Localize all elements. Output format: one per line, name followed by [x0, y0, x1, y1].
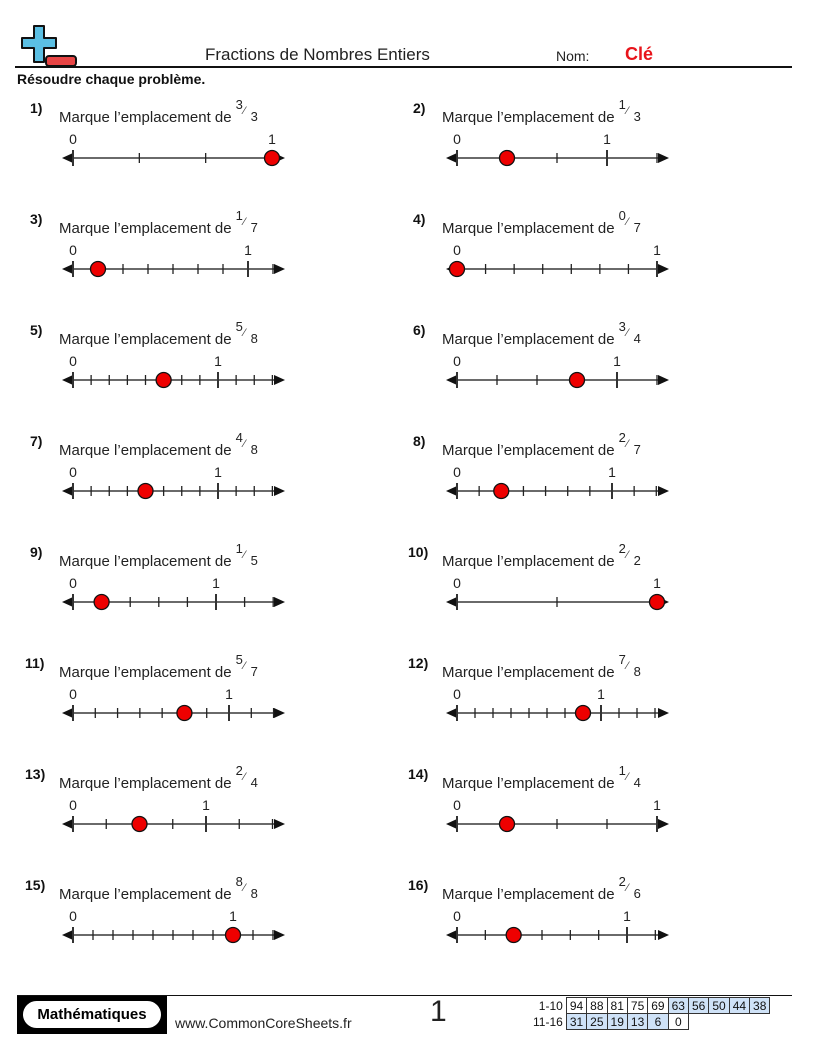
- label-zero: 0: [453, 797, 461, 813]
- instructions: Résoudre chaque problème.: [17, 71, 206, 87]
- fraction-denominator: 7: [633, 442, 641, 457]
- label-one: 1: [623, 908, 631, 924]
- prompt-text: Marque l’emplacement de: [442, 664, 615, 681]
- fraction-denominator: 7: [250, 664, 258, 679]
- arrow-right-icon: [274, 819, 285, 829]
- prompt-text: Marque l’emplacement de: [59, 109, 232, 126]
- arrow-left-icon: [62, 486, 73, 496]
- arrow-left-icon: [62, 375, 73, 385]
- problem-11: [25, 652, 410, 745]
- problem-number: 1): [30, 100, 43, 116]
- score-cell: 6: [648, 1014, 668, 1030]
- prompt-text: Marque l’emplacement de: [442, 886, 615, 903]
- score-table: [530, 997, 770, 1030]
- label-zero: 0: [69, 353, 77, 369]
- score-row-label: 1-10: [538, 998, 563, 1013]
- problem-number: 14): [408, 766, 429, 782]
- arrow-left-icon: [446, 930, 457, 940]
- answer-dot: [576, 706, 591, 721]
- number-line[interactable]: [413, 433, 673, 513]
- answer-dot: [265, 151, 280, 166]
- prompt-text: Marque l’emplacement de: [59, 886, 232, 903]
- answer-dot: [226, 928, 241, 943]
- fraction-numerator: 5: [235, 319, 243, 334]
- fraction-slash: ⁄: [243, 438, 246, 450]
- name-label: Nom:: [556, 48, 590, 64]
- score-cell: 38: [750, 998, 770, 1014]
- problem-number: 6): [413, 322, 426, 338]
- name-value: Clé: [625, 44, 654, 64]
- label-zero: 0: [69, 797, 77, 813]
- fraction-slash: ⁄: [626, 882, 629, 894]
- fraction-numerator: 4: [235, 430, 243, 445]
- fraction-numerator: 2: [618, 541, 626, 556]
- arrow-right-icon: [274, 930, 285, 940]
- fraction-denominator: 7: [633, 220, 641, 235]
- arrow-left-icon: [446, 819, 457, 829]
- score-row: [530, 998, 770, 1014]
- arrow-right-icon: [274, 597, 285, 607]
- fraction-slash: ⁄: [626, 438, 629, 450]
- fraction-numerator: 3: [618, 319, 626, 334]
- problem-12: [408, 652, 793, 745]
- number-line[interactable]: [413, 877, 673, 957]
- fraction-numerator: 2: [618, 430, 626, 445]
- number-line[interactable]: [413, 655, 673, 735]
- label-one: 1: [613, 353, 621, 369]
- site-link[interactable]: www.CommonCoreSheets.fr: [175, 1015, 352, 1031]
- problem-14: [408, 763, 793, 856]
- score-cell: 63: [668, 998, 688, 1014]
- label-one: 1: [653, 797, 661, 813]
- number-line[interactable]: [30, 544, 290, 624]
- arrow-left-icon: [446, 375, 457, 385]
- arrow-right-icon: [658, 153, 669, 163]
- problem-number: 12): [408, 655, 429, 671]
- answer-dot: [91, 262, 106, 277]
- label-one: 1: [214, 464, 222, 480]
- fraction-denominator: 3: [633, 109, 641, 124]
- label-zero: 0: [453, 242, 461, 258]
- fraction-denominator: 4: [250, 775, 258, 790]
- number-line[interactable]: [413, 322, 673, 402]
- prompt-text: Marque l’emplacement de: [442, 553, 615, 570]
- problem-9: [30, 541, 410, 634]
- number-line[interactable]: [413, 100, 673, 180]
- fraction-denominator: 4: [633, 331, 641, 346]
- label-one: 1: [212, 575, 220, 591]
- problem-number: 4): [413, 211, 426, 227]
- problem-number: 8): [413, 433, 426, 449]
- label-zero: 0: [69, 464, 77, 480]
- label-zero: 0: [453, 908, 461, 924]
- score-cell: 13: [627, 1014, 647, 1030]
- number-line[interactable]: [30, 655, 290, 735]
- prompt-text: Marque l’emplacement de: [442, 331, 615, 348]
- arrow-right-icon: [658, 486, 669, 496]
- problem-16: [408, 874, 793, 967]
- fraction-numerator: 0: [618, 208, 626, 223]
- problem-number: 16): [408, 877, 429, 893]
- fraction-denominator: 6: [633, 886, 641, 901]
- problem-number: 2): [413, 100, 426, 116]
- fraction-denominator: 5: [250, 553, 258, 568]
- label-one: 1: [653, 575, 661, 591]
- problem-number: 7): [30, 433, 43, 449]
- fraction-slash: ⁄: [626, 771, 629, 783]
- problem-4: [413, 208, 793, 301]
- score-row-label: 11-16: [533, 1014, 563, 1029]
- score-cell: 69: [648, 998, 668, 1014]
- fraction-slash: ⁄: [243, 105, 246, 117]
- label-one: 1: [214, 353, 222, 369]
- prompt-text: Marque l’emplacement de: [59, 553, 232, 570]
- score-cell: 31: [566, 1014, 586, 1030]
- answer-dot: [450, 262, 465, 277]
- problem-10: [408, 541, 793, 634]
- fraction-denominator: 7: [250, 220, 258, 235]
- fraction-numerator: 3: [235, 97, 243, 112]
- arrow-right-icon: [274, 264, 285, 274]
- score-row: [530, 1014, 770, 1030]
- problem-number: 3): [30, 211, 43, 227]
- answer-dot: [156, 373, 171, 388]
- fraction-slash: ⁄: [626, 327, 629, 339]
- score-cell: 0: [668, 1014, 688, 1030]
- prompt-text: Marque l’emplacement de: [59, 775, 232, 792]
- fraction-denominator: 8: [250, 886, 258, 901]
- fraction-numerator: 1: [235, 541, 243, 556]
- answer-dot: [500, 817, 515, 832]
- problem-15: [25, 874, 410, 967]
- fraction-numerator: 7: [618, 652, 626, 667]
- problem-2: [413, 97, 793, 190]
- label-zero: 0: [69, 908, 77, 924]
- label-zero: 0: [453, 686, 461, 702]
- fraction-numerator: 8: [235, 874, 243, 889]
- answer-dot: [494, 484, 509, 499]
- problem-5: [30, 319, 410, 412]
- label-zero: 0: [69, 131, 77, 147]
- fraction-slash: ⁄: [626, 105, 629, 117]
- arrow-right-icon: [658, 375, 669, 385]
- score-cell: 88: [587, 998, 607, 1014]
- fraction-denominator: 3: [250, 109, 258, 124]
- problem-number: 11): [25, 655, 45, 671]
- fraction-numerator: 1: [618, 763, 626, 778]
- answer-dot: [506, 928, 521, 943]
- fraction-slash: ⁄: [243, 327, 246, 339]
- arrow-left-icon: [446, 153, 457, 163]
- problem-number: 5): [30, 322, 43, 338]
- number-line[interactable]: [30, 322, 290, 402]
- header-divider: [15, 66, 792, 68]
- fraction-slash: ⁄: [243, 882, 246, 894]
- arrow-left-icon: [62, 264, 73, 274]
- score-cell: 94: [566, 998, 586, 1014]
- fraction-denominator: 4: [633, 775, 641, 790]
- fraction-denominator: 8: [250, 331, 258, 346]
- arrow-left-icon: [446, 708, 457, 718]
- number-line[interactable]: [30, 766, 290, 846]
- fraction-slash: ⁄: [243, 216, 246, 228]
- fraction-slash: ⁄: [626, 660, 629, 672]
- prompt-text: Marque l’emplacement de: [59, 664, 232, 681]
- fraction-slash: ⁄: [243, 660, 246, 672]
- arrow-right-icon: [274, 708, 285, 718]
- fraction-numerator: 2: [235, 763, 243, 778]
- fraction-numerator: 1: [618, 97, 626, 112]
- prompt-text: Marque l’emplacement de: [442, 442, 615, 459]
- label-one: 1: [603, 131, 611, 147]
- number-line[interactable]: [413, 544, 673, 624]
- fraction-numerator: 2: [618, 874, 626, 889]
- problem-6: [413, 319, 793, 412]
- number-line[interactable]: [413, 211, 673, 291]
- problem-number: 13): [25, 766, 46, 782]
- arrow-right-icon: [658, 708, 669, 718]
- prompt-text: Marque l’emplacement de: [442, 775, 615, 792]
- label-zero: 0: [69, 242, 77, 258]
- arrow-right-icon: [658, 819, 669, 829]
- problem-3: [30, 208, 410, 301]
- answer-dot: [177, 706, 192, 721]
- problem-7: [30, 430, 410, 523]
- arrow-right-icon: [658, 264, 669, 274]
- arrow-left-icon: [62, 819, 73, 829]
- label-zero: 0: [453, 464, 461, 480]
- fraction-slash: ⁄: [626, 549, 629, 561]
- subject-badge: [17, 996, 167, 1034]
- problem-number: 9): [30, 544, 43, 560]
- label-one: 1: [597, 686, 605, 702]
- score-cell: 75: [627, 998, 647, 1014]
- number-line[interactable]: [30, 211, 290, 291]
- fraction-denominator: 2: [633, 553, 641, 568]
- label-one: 1: [268, 131, 276, 147]
- prompt-text: Marque l’emplacement de: [442, 109, 615, 126]
- number-line[interactable]: [413, 766, 673, 846]
- arrow-right-icon: [658, 930, 669, 940]
- score-cell: 56: [688, 998, 708, 1014]
- fraction-slash: ⁄: [626, 216, 629, 228]
- answer-dot: [500, 151, 515, 166]
- score-cell: 81: [607, 998, 627, 1014]
- label-zero: 0: [453, 131, 461, 147]
- arrow-left-icon: [446, 597, 457, 607]
- subject-badge-label: Mathématiques: [23, 1001, 161, 1028]
- answer-dot: [94, 595, 109, 610]
- arrow-left-icon: [446, 486, 457, 496]
- number-line[interactable]: [30, 877, 290, 957]
- fraction-numerator: 5: [235, 652, 243, 667]
- number-line[interactable]: [30, 100, 290, 180]
- answer-dot: [138, 484, 153, 499]
- answer-dot: [132, 817, 147, 832]
- arrow-right-icon: [274, 486, 285, 496]
- label-one: 1: [608, 464, 616, 480]
- problem-number: 15): [25, 877, 46, 893]
- fraction-denominator: 8: [250, 442, 258, 457]
- label-zero: 0: [69, 686, 77, 702]
- arrow-left-icon: [62, 930, 73, 940]
- score-cell: 50: [709, 998, 729, 1014]
- fraction-denominator: 8: [633, 664, 641, 679]
- label-zero: 0: [453, 575, 461, 591]
- problem-13: [25, 763, 410, 856]
- problem-number: 10): [408, 544, 429, 560]
- score-cell: 25: [587, 1014, 607, 1030]
- answer-dot: [650, 595, 665, 610]
- prompt-text: Marque l’emplacement de: [59, 442, 232, 459]
- arrow-left-icon: [62, 597, 73, 607]
- fraction-slash: ⁄: [243, 771, 246, 783]
- score-cell: 44: [729, 998, 749, 1014]
- label-zero: 0: [453, 353, 461, 369]
- arrow-right-icon: [274, 375, 285, 385]
- page-number: 1: [430, 995, 447, 1028]
- prompt-text: Marque l’emplacement de: [59, 331, 232, 348]
- problem-8: [413, 430, 793, 523]
- number-line[interactable]: [30, 433, 290, 513]
- score-cell: 19: [607, 1014, 627, 1030]
- answer-dot: [570, 373, 585, 388]
- fraction-slash: ⁄: [243, 549, 246, 561]
- label-one: 1: [202, 797, 210, 813]
- label-one: 1: [225, 686, 233, 702]
- arrow-left-icon: [62, 153, 73, 163]
- prompt-text: Marque l’emplacement de: [59, 220, 232, 237]
- worksheet-title: Fractions de Nombres Entiers: [205, 45, 430, 64]
- problem-1: [30, 97, 410, 190]
- arrow-left-icon: [62, 708, 73, 718]
- fraction-numerator: 1: [235, 208, 243, 223]
- label-one: 1: [653, 242, 661, 258]
- label-one: 1: [229, 908, 237, 924]
- prompt-text: Marque l’emplacement de: [442, 220, 615, 237]
- label-zero: 0: [69, 575, 77, 591]
- label-one: 1: [244, 242, 252, 258]
- plus-minus-logo-icon: [20, 24, 80, 68]
